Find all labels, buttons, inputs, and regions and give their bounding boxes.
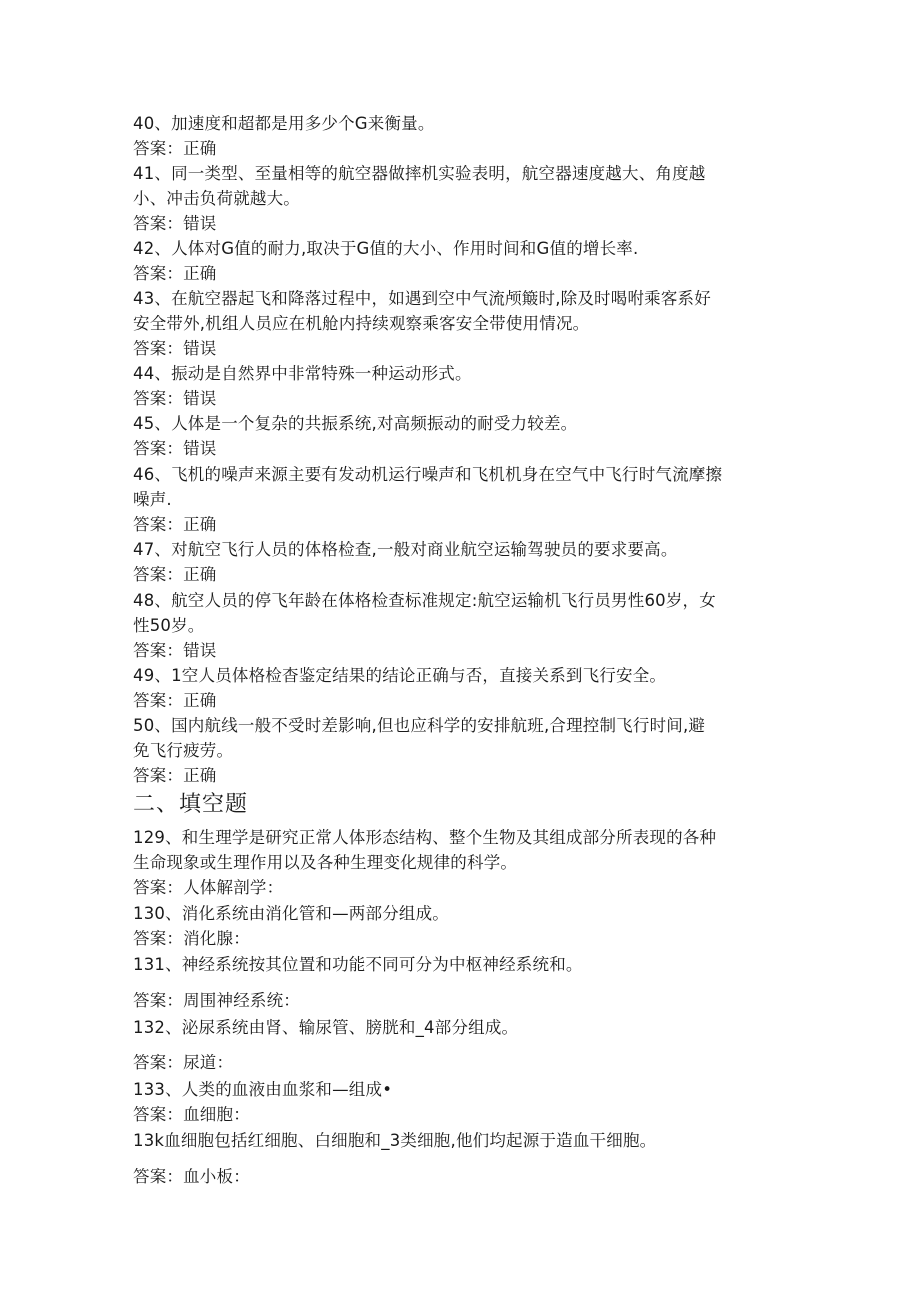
answer-44: 答案：错误: [133, 389, 217, 408]
question-129-line2: 生命现象或生理作用以及各种生理变化规律的科学。: [133, 853, 518, 872]
question-133: 133、人类的血液由血浆和—组成•: [133, 1080, 393, 1099]
question-46-line1: 46、飞机的噪声来源主要有发动机运行噪声和飞机机身在空气中飞行时气流摩擦: [133, 465, 723, 484]
answer-50: 答案：正确: [133, 766, 217, 785]
answer-40: 答案：正确: [133, 139, 217, 158]
answer-46: 答案：正确: [133, 515, 217, 534]
question-46-line2: 噪声.: [133, 490, 172, 509]
question-43-line2: 安全带外,机组人员应在机舱内持续观察乘客安全带使用情况。: [133, 314, 590, 333]
section-title-fill-blank: 二、填空题: [133, 792, 249, 817]
answer-132: 答案：尿道：: [133, 1053, 234, 1072]
question-132: 132、泌尿系统由肾、输尿管、膀胱和_4部分组成。: [133, 1018, 519, 1037]
answer-130: 答案：消化腺：: [133, 929, 250, 948]
answer-47: 答案：正确: [133, 565, 217, 584]
answer-131: 答案：周围神经系统：: [133, 991, 300, 1010]
question-129-line1: 129、和生理学是研究正常人体形态结构、整个生物及其组成部分所表现的各种: [133, 828, 717, 847]
question-42: 42、人体对G值的耐力,取决于G值的大小、作用时间和G值的增长率.: [133, 239, 639, 258]
question-44: 44、振动是自然界中非常特殊一种运动形式。: [133, 364, 472, 383]
question-45: 45、人体是一个复杂的共振系统,对高频振动的耐受力较差。: [133, 414, 578, 433]
question-49: 49、1空人员体格检杳鉴定结果的结论正确与否，直接关系到飞行安全。: [133, 666, 667, 685]
question-47: 47、对航空飞行人员的体格检查,一般对商业航空运输驾驶员的要求要高。: [133, 540, 678, 559]
question-48-line2: 性50岁。: [133, 616, 205, 635]
question-134: 13k血细胞包括红细胞、白细胞和_3类细胞,他们均起源于造血干细胞。: [133, 1131, 657, 1150]
question-130: 130、消化系统由消化管和—两部分组成。: [133, 904, 449, 923]
answer-48: 答案：错误: [133, 641, 217, 660]
answer-134: 答案：血小板：: [133, 1167, 250, 1186]
answer-133: 答案：血细胞：: [133, 1105, 250, 1124]
answer-129: 答案：人体解剖学：: [133, 878, 284, 897]
question-131: 131、神经系统按其位置和功能不同可分为中枢神经系统和。: [133, 955, 583, 974]
question-48-line1: 48、航空人员的停飞年龄在体格检查标准规定:航空运输机飞行员男性60岁，女: [133, 591, 716, 610]
question-41-line2: 小、冲击负荷就越大。: [133, 189, 300, 208]
answer-42: 答案：正确: [133, 264, 217, 283]
answer-45: 答案：错误: [133, 439, 217, 458]
question-50-line2: 免飞行疲劳。: [133, 741, 234, 760]
question-41-line1: 41、同一类型、至量相等的航空器做摔机实验表明，航空器速度越大、角度越: [133, 164, 706, 183]
answer-43: 答案：错误: [133, 339, 217, 358]
question-40: 40、加速度和超都是用多少个G来衡量。: [133, 114, 435, 133]
question-43-line1: 43、在航空器起飞和降落过程中，如遇到空中气流颅簸时,除及时喝咐乘客系好: [133, 289, 711, 308]
answer-49: 答案：正确: [133, 691, 217, 710]
question-50-line1: 50、国内航线一般不受时差影响,但也应科学的安排航班,合理控制飞行时间,避: [133, 716, 706, 735]
answer-41: 答案：错误: [133, 214, 217, 233]
